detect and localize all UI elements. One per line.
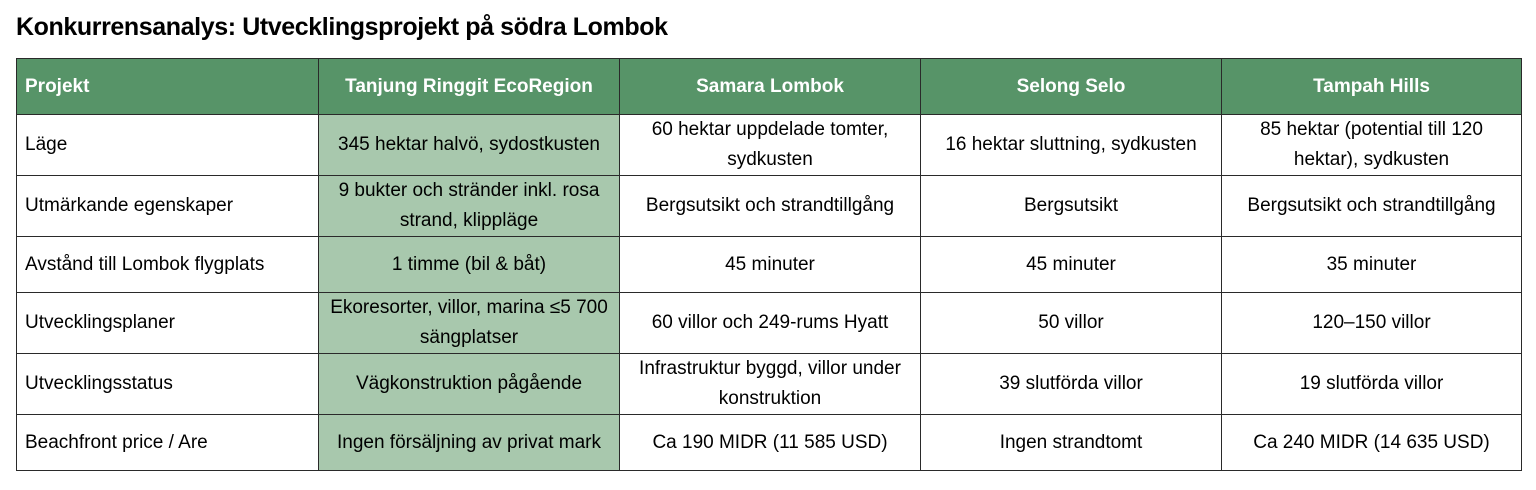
table-cell: Vägkonstruktion pågående [319, 354, 620, 415]
row-label: Utvecklingsplaner [17, 293, 319, 354]
header-project: Projekt [17, 59, 319, 115]
table-row [17, 176, 1522, 237]
table-row [17, 415, 1522, 471]
table-row [17, 354, 1522, 415]
row-label: Läge [17, 115, 319, 176]
header-samara-lombok: Samara Lombok [620, 59, 921, 115]
table-cell: 345 hektar halvö, sydostkusten [319, 115, 620, 176]
table-cell: 60 hektar uppdelade tomter, sydkusten [620, 115, 921, 176]
table-cell: 39 slutförda villor [921, 354, 1222, 415]
row-label: Beachfront price / Are [17, 415, 319, 471]
table-cell: 60 villor och 249-rums Hyatt [620, 293, 921, 354]
row-label: Avstånd till Lombok flygplats [17, 237, 319, 293]
table-cell: Bergsutsikt och strandtillgång [620, 176, 921, 237]
page-title: Konkurrensanalys: Utvecklingsprojekt på södra Lombok [16, 13, 668, 41]
table-cell: Bergsutsikt och strandtillgång [1222, 176, 1522, 237]
table-header-row [17, 59, 1522, 115]
header-tampah-hills: Tampah Hills [1222, 59, 1522, 115]
table-cell: Ekoresorter, villor, marina ≤5 700 sängplatser [319, 293, 620, 354]
table-cell: 45 minuter [921, 237, 1222, 293]
table-cell: 120–150 villor [1222, 293, 1522, 354]
table-cell: Bergsutsikt [921, 176, 1222, 237]
table-cell: 1 timme (bil & båt) [319, 237, 620, 293]
table-cell: Ca 190 MIDR (11 585 USD) [620, 415, 921, 471]
table-cell: 85 hektar (potential till 120 hektar), sydkusten [1222, 115, 1522, 176]
table-row [17, 237, 1522, 293]
table-cell: Ingen försäljning av privat mark [319, 415, 620, 471]
table-cell: 45 minuter [620, 237, 921, 293]
header-selong-selo: Selong Selo [921, 59, 1222, 115]
table-cell: 35 minuter [1222, 237, 1522, 293]
header-tanjung-ringgit: Tanjung Ringgit EcoRegion [319, 59, 620, 115]
row-label: Utmärkande egenskaper [17, 176, 319, 237]
table-cell: Ca 240 MIDR (14 635 USD) [1222, 415, 1522, 471]
table-row [17, 293, 1522, 354]
table-row [17, 115, 1522, 176]
table-cell: 19 slutförda villor [1222, 354, 1522, 415]
table-cell: 16 hektar sluttning, sydkusten [921, 115, 1222, 176]
table-cell: 9 bukter och stränder inkl. rosa strand, klippläge [319, 176, 620, 237]
table-cell: Infrastruktur byggd, villor under konstruktion [620, 354, 921, 415]
table-cell: Ingen strandtomt [921, 415, 1222, 471]
competitor-table [16, 58, 1522, 471]
table-cell: 50 villor [921, 293, 1222, 354]
row-label: Utvecklingsstatus [17, 354, 319, 415]
